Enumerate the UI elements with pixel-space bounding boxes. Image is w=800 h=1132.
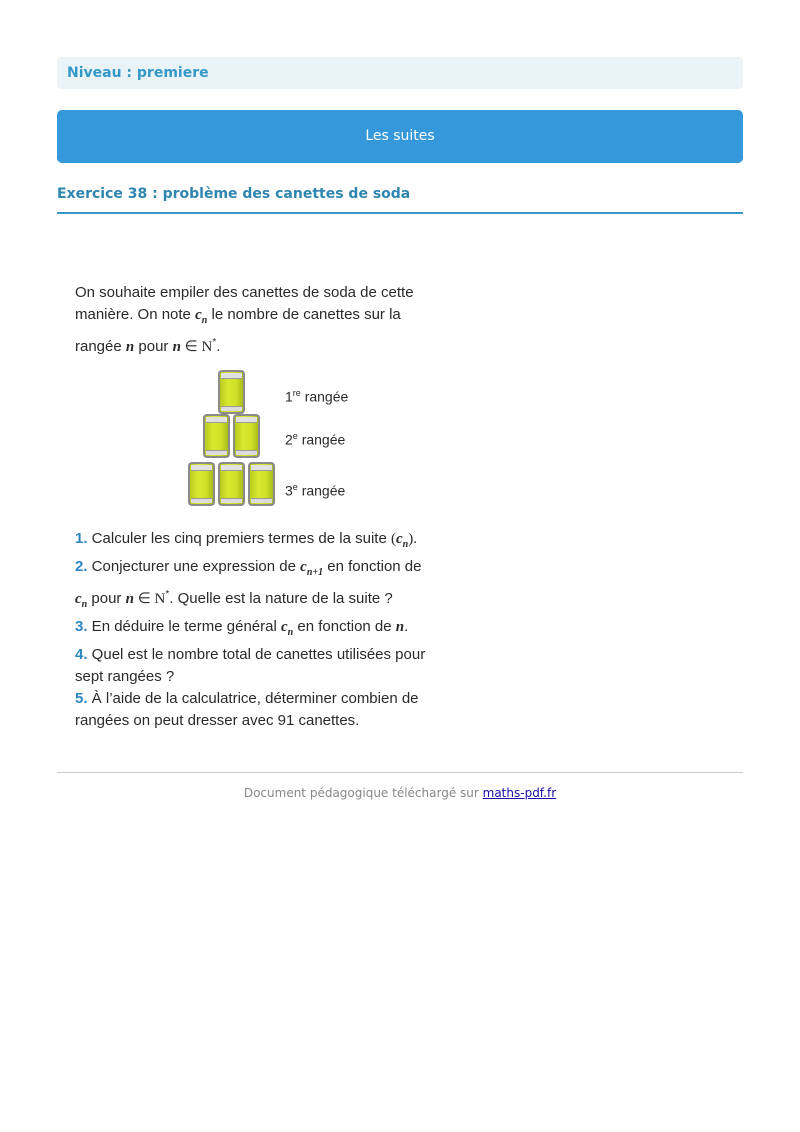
chapter-banner: Les suites xyxy=(57,110,743,163)
footer-divider xyxy=(57,772,743,773)
level-label: Niveau : premiere xyxy=(57,57,743,89)
soda-can-icon xyxy=(218,370,245,414)
exercise-title: Exercice 38 : problème des canettes de soda xyxy=(57,186,411,202)
question-1: 1. Calculer les cinq premiers termes de la suite $(c_n)$. xyxy=(75,530,417,550)
soda-can-icon xyxy=(203,414,230,458)
cans-pyramid-figure xyxy=(75,362,455,522)
title-underline xyxy=(57,212,743,214)
question-5: 5. À l’aide de la calculatrice, déterminer combien de rangées on peut dresser avec 91 canettes. xyxy=(75,690,419,729)
question-4: 4. Quel est le nombre total de canettes utilisées pour sept rangées ? xyxy=(75,646,426,685)
row-label-2: 2e rangée xyxy=(285,431,346,448)
question-3: 3. En déduire le terme général $c_n$ en fonction de n. xyxy=(75,618,409,638)
soda-can-icon xyxy=(218,462,245,506)
soda-can-icon xyxy=(233,414,260,458)
soda-can-icon xyxy=(248,462,275,506)
footer-link[interactable]: maths-pdf.fr xyxy=(482,786,557,800)
question-2: 2. Conjecturer une expression de $c_{n+1}$ en fonction de $c_n$ pour n ∈ N*. Quelle est la nature de la suite ? xyxy=(75,558,422,610)
exercise-content xyxy=(75,282,455,732)
row-label-1: 1re rangée xyxy=(285,388,349,405)
intro-text: On souhaite empiler des canettes de soda de cette manière. On note $c_n$ le nombre de canettes sur la rangée n pour n ∈ N*. xyxy=(75,284,414,355)
soda-can-icon xyxy=(188,462,215,506)
row-label-3: 3e rangée xyxy=(285,482,346,499)
footer xyxy=(57,786,743,800)
footer-text: Document pédagogique téléchargé sur xyxy=(243,786,483,800)
